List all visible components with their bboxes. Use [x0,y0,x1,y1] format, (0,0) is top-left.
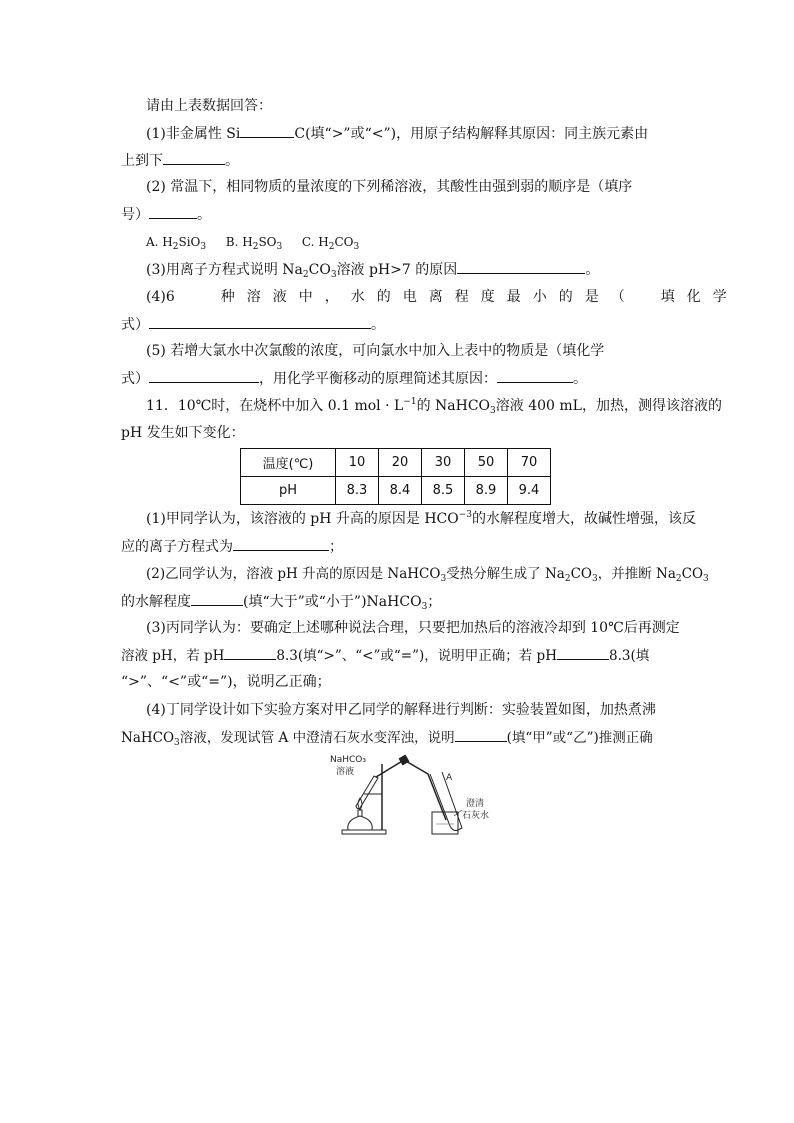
delivery-tube [376,760,446,820]
s2-line2: 的水解程度 (填“大于”或“小于”)NaHCO$_3$； [121,594,442,612]
q5-line1: (5) 若增大氯水中次氯酸的浓度，可向氯水中加入上表中的物质是（填化学 [146,343,605,359]
table-cell: 50 [465,449,508,477]
q1-line2 [121,151,239,170]
q4-text-d: 式） [121,317,149,333]
q3-line: (3)用离子方程式说明 $Na_2CO_3$溶液 pH>7 的原因 。 [146,262,600,280]
q1-blank-2[interactable] [163,151,225,165]
label-solution-2: 溶液 [336,767,355,777]
s4-line1: (4)丁同学设计如下实验方案对甲乙同学的解释进行判断：实验装置如图，加热煮沸 [146,702,656,718]
table-row-label: pH [241,477,336,505]
q5-blank-1[interactable] [149,369,259,383]
q5-text-b: 式） [121,371,149,387]
table-cell: 9.4 [508,477,551,505]
apparatus-figure [322,750,512,838]
q4-text-c: 填化学 [660,289,739,305]
q4-line1 [146,288,739,306]
q5-line2: 式） ，用化学平衡移动的原理简述其原因： 。 [121,371,587,387]
q1-text-c: 上到下 [121,153,163,169]
q11-line1: 11．10℃时，在烧杯中加入 0.1 mol · $L^{-1}$的 NaHCO$_3$溶液 400 mL，加热，测得该溶液的 [146,397,722,416]
q5-text-c: ，用化学平衡移动的原理简述其原因： [259,371,497,387]
temperature-ph-table [240,448,551,505]
q4-blank[interactable] [149,315,371,329]
table-cell: 8.9 [465,477,508,505]
s3-line3: “>”、“<”或“=”)，说明乙正确； [121,674,331,690]
s3-line2: 溶液 pH，若 pH 8.3(填“>”、“<”或“=”)，说明甲正确；若 pH 8.3(填 [121,648,650,664]
heated-tube [356,776,378,809]
table-cell: 8.3 [336,477,379,505]
table-cell: 8.5 [422,477,465,505]
q2-line2 [121,205,211,224]
burner-icon [348,816,373,830]
q3-text-a: (3)用离子方程式说明 Na [146,262,303,278]
s4-blank[interactable] [455,728,507,742]
table-cell: 10 [336,449,379,477]
q2-text-c: 。 [197,207,211,223]
q1-blank-1[interactable] [240,124,294,138]
s1-line1: (1)甲同学认为，该溶液的 pH 升高的原因是 $HCO^{-3}$的水解程度增大，故碱性增强，该反 [146,510,697,527]
q1-text-a: (1)非金属性 Si [146,126,241,142]
q2-options [146,233,359,251]
option-b: B. $H_2SO_3$ [225,235,283,252]
label-limewater-2: 石灰水 [462,811,490,821]
table-row-ph [241,477,551,505]
s1-line2: 应的离子方程式为 ； [121,539,343,555]
q4-text-a: (4)6 [146,289,175,305]
label-solution-1: NaHCO₃ [330,755,366,765]
q4-line2: 式） 。 [121,317,385,333]
stand-base [342,830,386,834]
q4-text-b: 种溶液中，水的电离程度最小的是（ [220,289,637,305]
q1-line1 [146,124,648,143]
s4-line2: NaHCO$_3$溶液，发现试管 A 中澄清石灰水变浑浊，说明 (填“甲”或“乙”)推测正确 [121,730,653,748]
label-tube-a: A [446,773,453,783]
stopper [399,755,410,766]
intro-text: 请由上表数据回答： [146,98,272,114]
s3-blank-2[interactable] [557,646,609,660]
table-cell: 8.4 [379,477,422,505]
table-cell: 70 [508,449,551,477]
table-row-temperature [241,449,551,477]
q5-blank-2[interactable] [497,369,573,383]
table-header-label: 温度(℃) [241,449,336,477]
option-c: C. $H_2CO_3$ [301,235,360,252]
q1-text-b: C(填“>”或“<”)，用原子结构解释其原因：同主族元素由 [294,126,649,142]
s3-blank-1[interactable] [224,646,276,660]
q2-text-b: 号） [121,207,149,223]
table-cell: 30 [422,449,465,477]
q2-line1: (2) 常温下，相同物质的量浓度的下列稀溶液，其酸性由强到弱的顺序是（填序 [146,179,633,195]
s2-line1: (2)乙同学认为，溶液 pH 升高的原因是 NaHCO$_3$受热分解生成了 $Na_2CO_3$，并推断 $Na_2CO_3$ [146,566,709,584]
table-cell: 20 [379,449,422,477]
option-a: A. $H_2SiO_3$ [146,235,207,252]
q11-line2: pH 发生如下变化： [121,425,245,441]
label-limewater-1: 澄清 [466,799,485,809]
q3-blank[interactable] [457,260,585,274]
s1-blank[interactable] [233,537,329,551]
q3-text-c: 溶液 pH>7 的原因 [336,262,458,278]
s2-blank[interactable] [191,592,243,606]
q1-text-d: 。 [225,153,239,169]
s3-line1: (3)丙同学认为：要确定上述哪种说法合理，只要把加热后的溶液冷却到 10℃后再测定 [146,620,680,636]
q2-blank[interactable] [149,205,197,219]
